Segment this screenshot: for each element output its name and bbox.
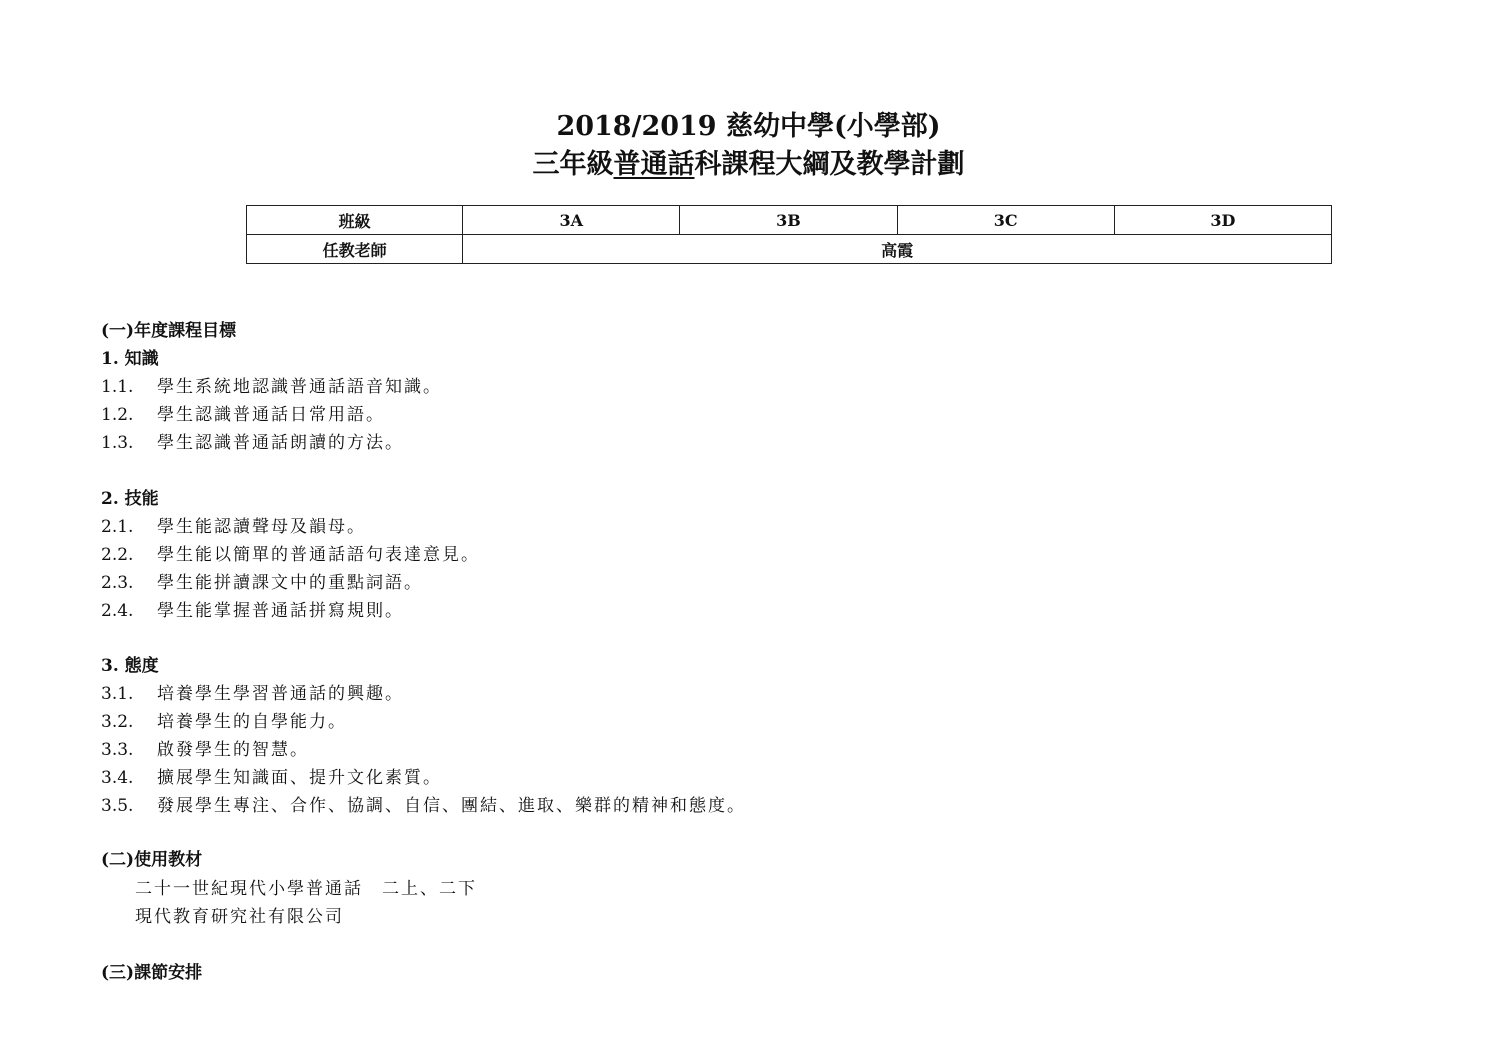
class-cell: 3B bbox=[680, 206, 897, 235]
table-row bbox=[247, 235, 1332, 264]
subtitle-prefix: 三年級 bbox=[532, 149, 614, 180]
list-item bbox=[101, 512, 366, 537]
list-item bbox=[101, 735, 309, 760]
item-number: 3.4. bbox=[101, 768, 134, 788]
list-item bbox=[101, 400, 385, 425]
class-cell: 3C bbox=[897, 206, 1114, 235]
item-number: 1.2. bbox=[101, 405, 134, 425]
item-text: 學生能拼讀課文中的重點詞語。 bbox=[157, 573, 423, 593]
item-text: 學生能認讀聲母及韻母。 bbox=[157, 517, 366, 537]
list-item bbox=[101, 372, 442, 397]
item-text: 培養學生的自學能力。 bbox=[157, 712, 347, 732]
item-text: 學生認識普通話日常用語。 bbox=[157, 405, 385, 425]
item-text: 學生能掌握普通話拼寫規則。 bbox=[157, 601, 404, 621]
class-label-cell: 班級 bbox=[247, 206, 463, 235]
teacher-name-cell: 高霞 bbox=[463, 235, 1332, 264]
group-heading: 1. 知識 bbox=[101, 349, 159, 369]
list-item bbox=[101, 679, 404, 704]
item-text: 學生系統地認識普通話語音知識。 bbox=[157, 377, 442, 397]
item-number: 3.5. bbox=[101, 796, 134, 816]
item-number: 2.3. bbox=[101, 573, 134, 593]
item-text: 學生認識普通話朗讀的方法。 bbox=[157, 433, 404, 453]
item-number: 2.1. bbox=[101, 517, 134, 537]
list-item bbox=[101, 707, 347, 732]
teacher-label-cell: 任教老師 bbox=[247, 235, 463, 264]
textbook-title: 二十一世紀現代小學普通話 二上、二下 bbox=[135, 879, 477, 899]
list-item bbox=[101, 540, 480, 565]
item-text: 啟發學生的智慧。 bbox=[157, 740, 309, 760]
item-number: 2.4. bbox=[101, 601, 134, 621]
section-heading: (一)年度課程目標 bbox=[101, 321, 237, 341]
item-number: 3.3. bbox=[101, 740, 134, 760]
list-item bbox=[101, 428, 404, 453]
list-item bbox=[101, 568, 423, 593]
item-text: 發展學生專注、合作、協調、自信、團結、進取、樂群的精神和態度。 bbox=[157, 796, 746, 816]
document-title: 2018/2019 慈幼中學(小學部) bbox=[556, 111, 941, 142]
textbook-publisher: 現代教育研究社有限公司 bbox=[135, 907, 344, 927]
group-heading: 2. 技能 bbox=[101, 489, 159, 509]
item-number: 2.2. bbox=[101, 545, 134, 565]
subtitle-subject: 普通話 bbox=[613, 149, 695, 180]
list-item bbox=[101, 791, 746, 816]
table-row bbox=[247, 206, 1332, 235]
item-number: 1.3. bbox=[101, 433, 134, 453]
item-text: 學生能以簡單的普通話語句表達意見。 bbox=[157, 545, 480, 565]
list-item bbox=[101, 763, 442, 788]
item-number: 3.1. bbox=[101, 684, 134, 704]
section-heading: (二)使用教材 bbox=[101, 850, 203, 870]
list-item bbox=[101, 596, 404, 621]
item-number: 3.2. bbox=[101, 712, 134, 732]
class-cell: 3D bbox=[1114, 206, 1331, 235]
section-heading: (三)課節安排 bbox=[101, 963, 203, 983]
group-heading: 3. 態度 bbox=[101, 656, 159, 676]
subtitle-suffix: 科課程大綱及教學計劃 bbox=[694, 149, 965, 180]
item-text: 培養學生學習普通話的興趣。 bbox=[157, 684, 404, 704]
class-teacher-table bbox=[246, 205, 1332, 264]
item-number: 1.1. bbox=[101, 377, 134, 397]
class-cell: 3A bbox=[463, 206, 680, 235]
item-text: 擴展學生知識面、提升文化素質。 bbox=[157, 768, 442, 788]
document-subtitle bbox=[0, 142, 1497, 181]
